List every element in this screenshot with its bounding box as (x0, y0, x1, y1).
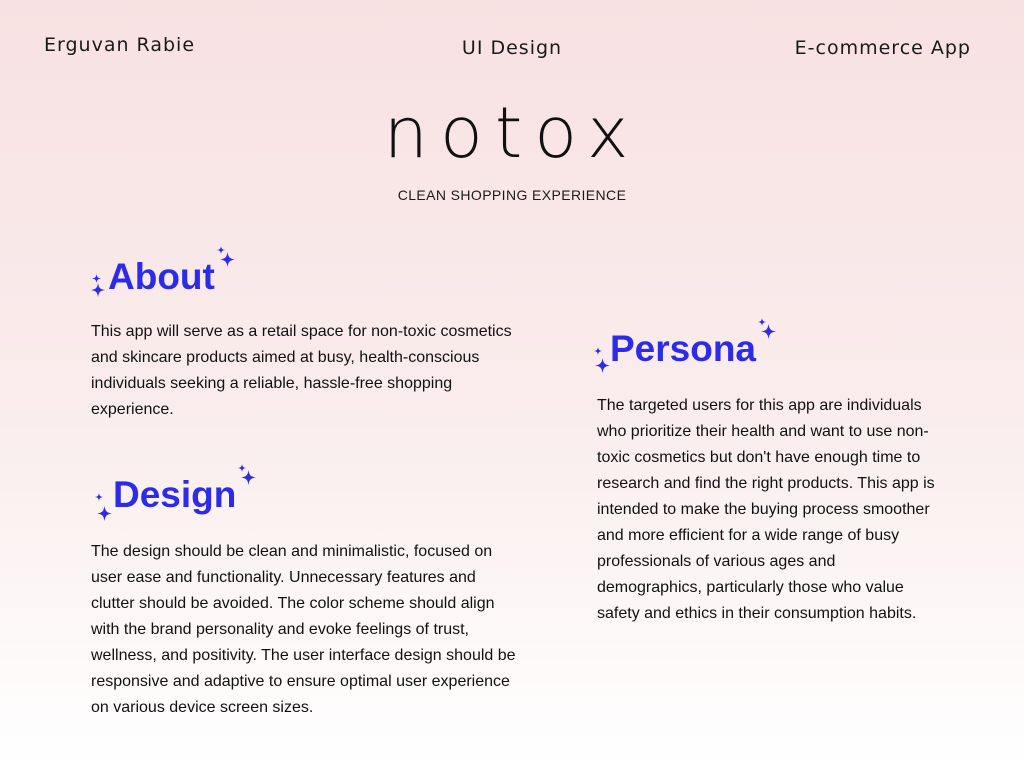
persona-body: The targeted users for this app are individuals who prioritize their health and want to use non-toxic cosmetics but don't have enough time to research and find the right products. This app is intended to make the buying process smoother and more efficient for a wide range of busy professionals of various ages and demographics, particularly those who value safety and ethics in their consumption habits. (597, 397, 935, 622)
sparkle-icon (92, 274, 101, 283)
sparkle-icon (91, 283, 105, 297)
project-type-label: E-commerce App (794, 37, 971, 59)
persona-section (593, 330, 938, 627)
about-body: This app will serve as a retail space for non-toxic cosmetics and skincare products aimed at busy, health-conscious individuals seeking a reliable, hassle-free shopping experience. (91, 323, 512, 418)
sparkle-icon (241, 470, 256, 485)
about-heading (91, 258, 215, 295)
about-section (91, 258, 521, 423)
sparkle-icon (95, 493, 103, 501)
sparkle-icon (595, 358, 610, 373)
sparkle-icon (220, 252, 235, 267)
brand-logo: notox (383, 92, 641, 174)
category-label: UI Design (461, 37, 563, 59)
sparkle-icon (97, 506, 112, 521)
sparkle-icon (761, 324, 776, 339)
design-body: The design should be clean and minimalistic, focused on user ease and functionality. Unnecessary features and clutter should be avoided. The color scheme should align with the brand personality and evoke feelings of trust, wellness, and positivity. The user interface design should be responsive and adaptive to ensure optimal user experience on various device screen sizes. (91, 543, 516, 716)
design-title: Design (113, 474, 237, 515)
author-name: Erguvan Rabie (44, 34, 196, 56)
sparkle-icon (594, 347, 602, 355)
design-heading (91, 476, 236, 513)
about-title: About (108, 256, 215, 297)
persona-title: Persona (610, 328, 757, 369)
design-section (91, 476, 521, 721)
brand-tagline: CLEAN SHOPPING EXPERIENCE (397, 187, 627, 203)
persona-heading (593, 330, 756, 367)
